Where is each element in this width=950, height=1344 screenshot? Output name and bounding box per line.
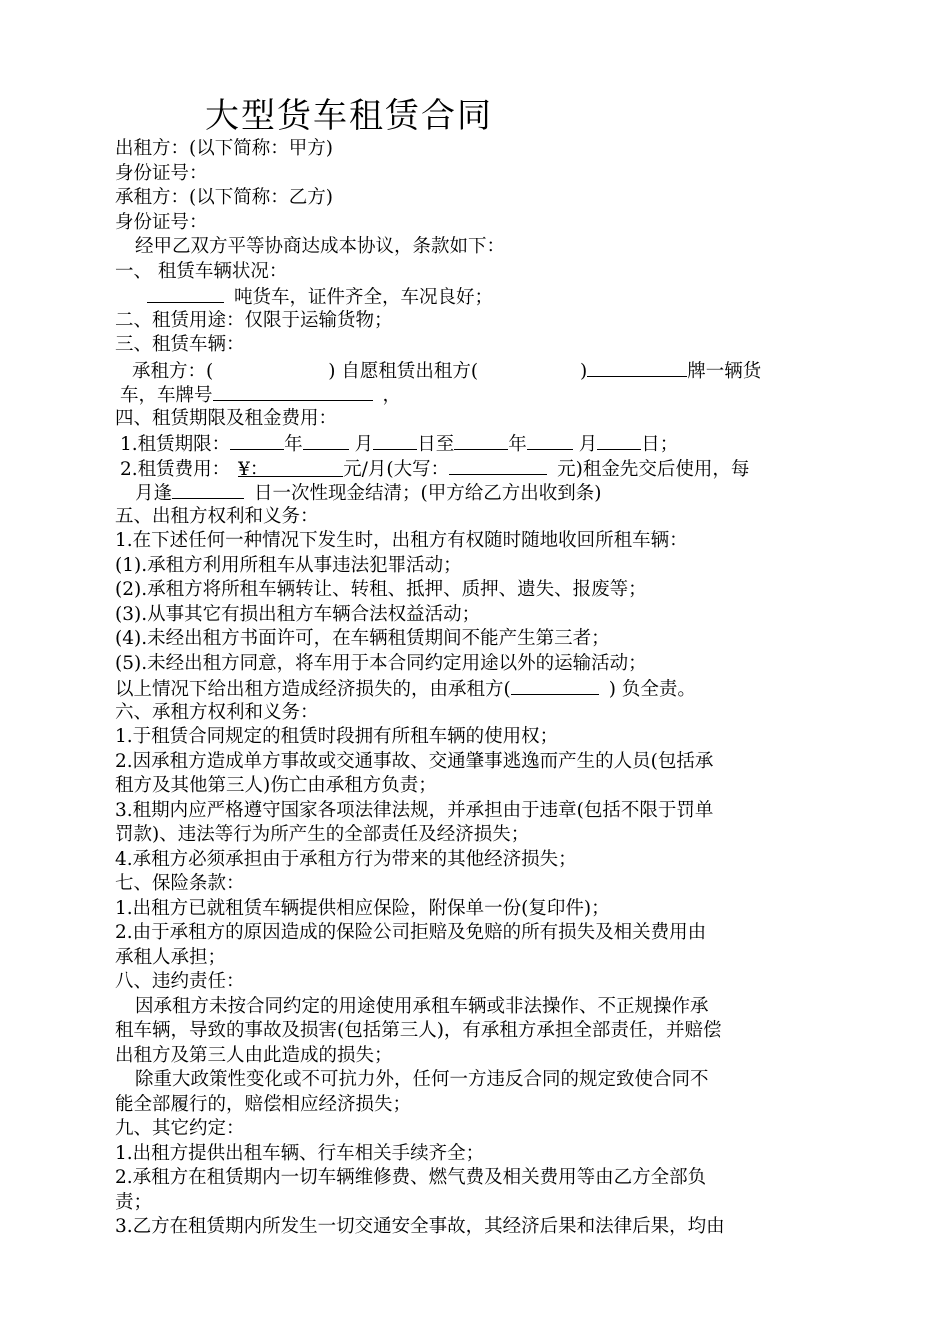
section-8-heading: 八、违约责任： xyxy=(115,971,245,992)
clause-6-4: 4.承租方必须承担由于承租方行为带来的其他经济损失； xyxy=(115,848,577,870)
clause-7-2-cont: 承租人承担； xyxy=(115,946,227,968)
liability-end-text: ) 负全责。 xyxy=(608,679,696,700)
clause-5-1-a: (1).承租方利用所租车从事违法犯罪活动； xyxy=(115,554,462,576)
section-1-heading: 一、 租赁车辆状况： xyxy=(115,260,288,282)
liability-text: 以上情况下给出租方造成经济损失的，由承租方( xyxy=(115,679,511,700)
paren-close: ) xyxy=(580,360,588,382)
until-label: 日至 xyxy=(417,434,455,455)
clause-8-2-cont: 能全部履行的，赔偿相应经济损失； xyxy=(115,1093,412,1115)
section-5-heading: 五、出租方权利和义务： xyxy=(115,505,319,527)
rent-fee-line xyxy=(115,456,840,481)
liable-party-blank[interactable] xyxy=(511,676,599,695)
end-year-label: 年 xyxy=(508,434,527,455)
fee-label: 2.租赁费用： xyxy=(120,458,231,480)
contract-title: 大型货车租赁合同 xyxy=(205,96,493,136)
section-9-heading: 九、其它约定： xyxy=(115,1118,245,1139)
clause-6-2-cont: 租方及其他第三人)伤亡由承租方负责； xyxy=(115,775,437,796)
clause-5-1-b: (2).承租方将所租车辆转让、转租、抵押、质押、遗失、报废等； xyxy=(115,579,647,600)
end-month-blank[interactable] xyxy=(527,431,573,450)
clause-5-1-e: (5).未经出租方同意，将车用于本合同约定用途以外的运输活动； xyxy=(115,652,647,674)
preamble: 经甲乙双方平等协商达成本协议，条款如下： xyxy=(135,236,506,257)
section-2-heading: 二、租赁用途：仅限于运输货物； xyxy=(115,309,393,331)
year-label: 年 xyxy=(284,434,303,455)
period-label: 1.租赁期限： xyxy=(120,434,231,455)
payment-day-blank[interactable] xyxy=(172,480,244,499)
end-year-blank[interactable] xyxy=(454,431,508,450)
fee-unit-label: 元/月(大写： xyxy=(343,458,450,480)
vehicle-status-line xyxy=(115,284,840,309)
brand-text: 牌一辆货 xyxy=(687,360,762,382)
section-3-heading: 三、租赁车辆： xyxy=(115,334,245,355)
lease-vehicle-line xyxy=(115,358,840,383)
start-month-blank[interactable] xyxy=(303,431,349,450)
clause-8-1: 因承租方未按合同约定的用途使用承租车辆或非法操作、不正规操作承 xyxy=(135,995,709,1017)
brand-blank[interactable] xyxy=(587,358,687,377)
lessor-id-line: 身份证号： xyxy=(115,162,208,184)
clause-7-1: 1.出租方已就租赁车辆提供相应保险，附保单一份(复印件)； xyxy=(115,897,610,919)
lease-period-line xyxy=(115,431,840,456)
clause-8-2: 除重大政策性变化或不可抗力外，任何一方违反合同的规定致使合同不 xyxy=(135,1069,709,1090)
section-4-heading: 四、租赁期限及租金费用： xyxy=(115,407,338,429)
end-day-label: 日； xyxy=(641,434,679,455)
clause-5-1: 1.在下述任何一种情况下发生时，出租方有权随时随地收回所租车辆： xyxy=(115,530,688,551)
clause-9-1: 1.出租方提供出租车辆、行车相关手续齐全； xyxy=(115,1142,485,1164)
clause-9-2: 2.承租方在租赁期内一切车辆维修费、燃气费及相关费用等由乙方全部负 xyxy=(115,1167,707,1188)
lessee-id-line: 身份证号： xyxy=(115,211,208,233)
vehicle-status-text: 吨货车，证件齐全，车况良好； xyxy=(234,287,494,308)
clause-7-2: 2.由于承租方的原因造成的保险公司拒赔及免赔的所有损失及相关费用由 xyxy=(115,922,707,943)
clause-9-2-cont: 责； xyxy=(115,1191,153,1213)
fee-amount-blank[interactable] xyxy=(238,458,343,480)
fee-uppercase-blank[interactable] xyxy=(449,456,547,475)
section-6-heading: 六、承租方权利和义务： xyxy=(115,701,319,723)
clause-5-1-c: (3).从事其它有损出租方车辆合法权益活动； xyxy=(115,603,481,625)
lease-from-text: ) 自愿租赁出租方( xyxy=(328,360,479,382)
payment-day-label: 月逢 xyxy=(135,483,173,504)
liability-line xyxy=(115,676,840,701)
clause-6-3-cont: 罚款)、违法等行为所产生的全部责任及经济损失； xyxy=(115,824,530,845)
plate-comma: ， xyxy=(382,385,402,406)
fee-prepay-text: 元)租金先交后使用，每 xyxy=(557,458,750,480)
plate-line xyxy=(115,382,840,407)
clause-8-1-cont-b: 出租方及第三人由此造成的损失； xyxy=(115,1044,393,1066)
plate-label: 车，车牌号 xyxy=(120,385,213,406)
yen-symbol: ¥： xyxy=(238,458,269,480)
lessor-line: 出租方：(以下简称：甲方) xyxy=(115,138,333,159)
end-month-label: 月 xyxy=(578,434,598,455)
clause-6-3: 3.租期内应严格遵守国家各项法律法规，并承担由于违章(包括不限于罚单 xyxy=(115,799,714,821)
clause-6-1: 1.于租赁合同规定的租赁时段拥有所租车辆的使用权； xyxy=(115,726,559,747)
end-day-blank[interactable] xyxy=(597,431,641,450)
start-day-blank[interactable] xyxy=(373,431,417,450)
month-label: 月 xyxy=(354,434,374,455)
tonnage-blank[interactable] xyxy=(147,284,224,303)
clause-9-3: 3.乙方在租赁期内所发生一切交通安全事故，其经济后果和法律后果，均由 xyxy=(115,1216,725,1237)
clause-5-1-d: (4).未经出租方书面许可，在车辆租赁期间不能产生第三者； xyxy=(115,628,610,649)
clause-8-1-cont-a: 租车辆，导致的事故及损害(包括第三人)，有承租方承担全部责任，并赔偿 xyxy=(115,1020,722,1041)
clause-6-2: 2.因承租方造成单方事故或交通事故、交通肇事逃逸而产生的人员(包括承 xyxy=(115,750,714,772)
plate-blank[interactable] xyxy=(213,382,373,401)
start-year-blank[interactable] xyxy=(230,431,284,450)
lessee-label: 承租方：( xyxy=(132,360,214,382)
lessee-line: 承租方：(以下简称：乙方) xyxy=(115,187,333,208)
payment-day-text: 日一次性现金结清；(甲方给乙方出收到条) xyxy=(254,483,602,504)
contract-body xyxy=(115,137,840,1240)
section-7-heading: 七、保险条款： xyxy=(115,873,245,894)
payment-day-line xyxy=(115,480,840,505)
